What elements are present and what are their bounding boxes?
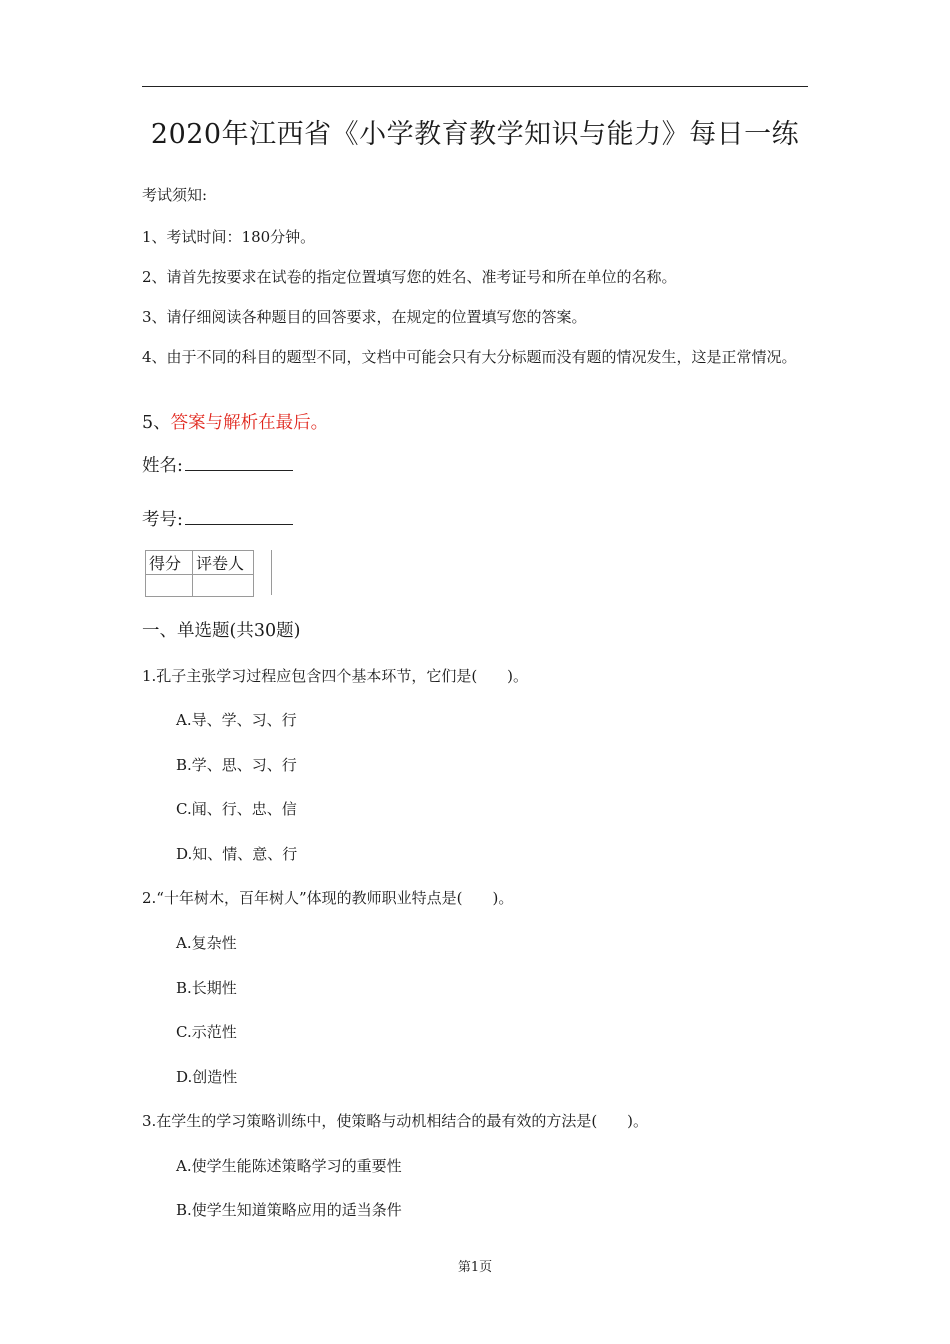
notice-item-1: 1、考试时间：180分钟。 bbox=[142, 228, 316, 246]
question-1-option-a[interactable]: A.导、学、习、行 bbox=[176, 711, 297, 729]
question-2-option-b[interactable]: B.长期性 bbox=[176, 979, 237, 997]
grader-cell[interactable] bbox=[193, 575, 254, 597]
grader-header: 评卷人 bbox=[193, 551, 254, 575]
id-blank[interactable] bbox=[185, 508, 293, 525]
name-label: 姓名: bbox=[142, 456, 183, 476]
question-2-option-a[interactable]: A.复杂性 bbox=[176, 934, 237, 952]
id-row bbox=[142, 506, 293, 531]
score-table bbox=[145, 550, 254, 597]
page-title: 2020年江西省《小学教育教学知识与能力》每日一练 bbox=[150, 119, 800, 150]
section-title: 一、单选题(共30题) bbox=[142, 621, 301, 641]
notice-item-3: 3、请仔细阅读各种题目的回答要求，在规定的位置填写您的答案。 bbox=[142, 308, 587, 326]
question-2-stem: 2.“十年树木，百年树人”体现的教师职业特点是( )。 bbox=[142, 889, 514, 907]
name-row bbox=[142, 452, 293, 477]
question-2-option-c[interactable]: C.示范性 bbox=[176, 1023, 237, 1041]
question-2-option-d[interactable]: D.创造性 bbox=[176, 1068, 238, 1086]
name-blank[interactable] bbox=[185, 454, 293, 471]
score-header: 得分 bbox=[146, 551, 193, 575]
question-1-option-c[interactable]: C.闻、行、忠、信 bbox=[176, 800, 297, 818]
score-cell[interactable] bbox=[146, 575, 193, 597]
question-3-option-a[interactable]: A.使学生能陈述策略学习的重要性 bbox=[176, 1157, 402, 1175]
notice-item-4: 4、由于不同的科目的题型不同，文档中可能会只有大分标题而没有题的情况发生，这是正常情况。 bbox=[142, 348, 797, 366]
answer-note: 答案与解析在最后。 bbox=[170, 413, 329, 433]
notice-item-5 bbox=[142, 409, 328, 434]
question-3-stem: 3.在学生的学习策略训练中，使策略与动机相结合的最有效的方法是( )。 bbox=[142, 1112, 649, 1130]
question-1-stem: 1.孔子主张学习过程应包含四个基本环节，它们是( )。 bbox=[142, 667, 529, 685]
top-rule bbox=[142, 86, 808, 87]
question-1-option-b[interactable]: B.学、思、习、行 bbox=[176, 756, 297, 774]
id-label: 考号: bbox=[142, 510, 183, 530]
notice-item-5-prefix: 5、 bbox=[142, 413, 171, 433]
question-3-option-b[interactable]: B.使学生知道策略应用的适当条件 bbox=[176, 1201, 402, 1219]
notice-item-2: 2、请首先按要求在试卷的指定位置填写您的姓名、准考证号和所在单位的名称。 bbox=[142, 268, 677, 286]
page-number: 第1页 bbox=[457, 1260, 493, 1275]
question-1-option-d[interactable]: D.知、情、意、行 bbox=[176, 845, 298, 863]
table-edge-line bbox=[271, 550, 272, 595]
notice-heading: 考试须知: bbox=[142, 186, 208, 204]
